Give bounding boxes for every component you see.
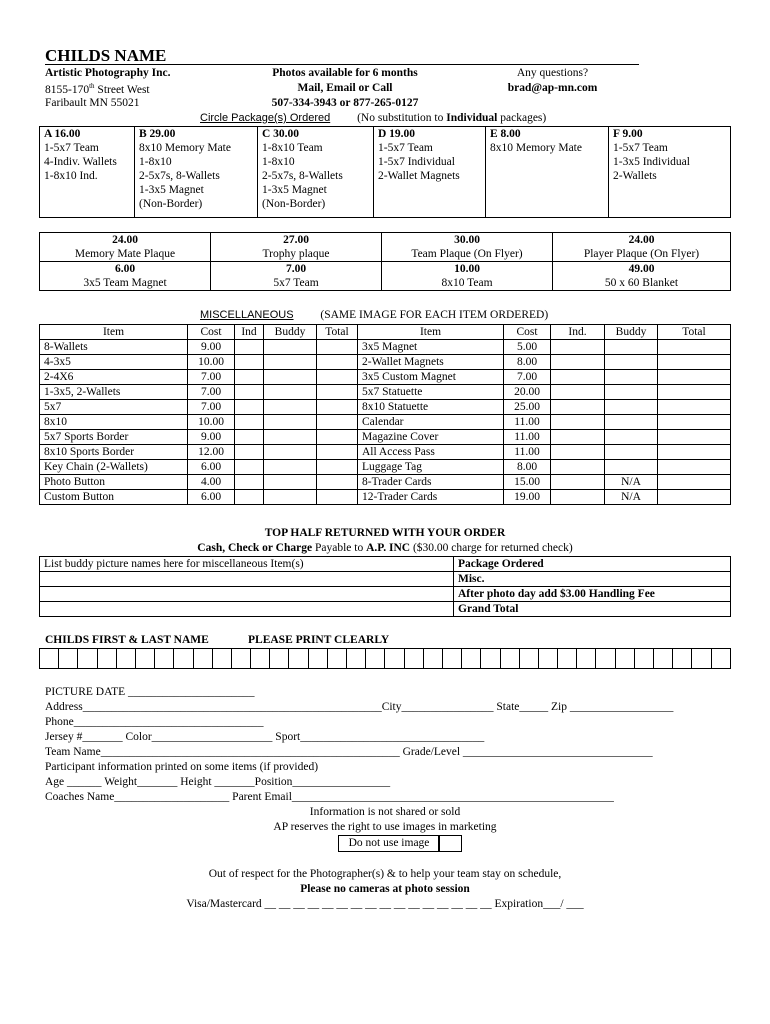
company-address: 8155-170th Street West (45, 82, 150, 96)
package-item: 1-5x7 Team (44, 142, 99, 154)
package-item: 2-5x7s, 8-Wallets (139, 170, 220, 182)
ind-qty-cell[interactable] (551, 475, 605, 490)
buddy-qty-cell[interactable]: N/A (605, 475, 658, 490)
buddy-qty-cell[interactable] (264, 340, 317, 355)
name-letter-box[interactable] (520, 649, 539, 668)
company-name: Artistic Photography Inc. (45, 67, 171, 79)
name-letter-box[interactable] (405, 649, 424, 668)
plaque-name: 8x10 Team (441, 277, 493, 289)
name-letter-box[interactable] (558, 649, 577, 668)
package-item: (Non-Border) (139, 198, 203, 210)
package-item: 8x10 Memory Mate (490, 142, 582, 154)
ind-qty-cell[interactable] (551, 385, 605, 400)
total-cell[interactable] (317, 475, 358, 490)
packages-table (39, 126, 731, 218)
misc-total-cell[interactable] (454, 572, 731, 587)
childs-full-name-label: CHILDS FIRST & LAST NAME (45, 634, 209, 646)
buddy-list-label: List buddy picture names here for miscellaneous Item(s) (44, 558, 304, 570)
name-letter-box[interactable] (155, 649, 174, 668)
name-letter-box[interactable] (78, 649, 97, 668)
total-cell[interactable] (658, 430, 731, 445)
handling-fee-cell[interactable] (454, 587, 731, 602)
name-letter-box[interactable] (539, 649, 558, 668)
contact-method: Mail, Email or Call (297, 82, 393, 94)
misc-cost: 11.00 (504, 415, 551, 430)
name-letter-box[interactable] (462, 649, 481, 668)
misc-cost: 7.00 (188, 400, 235, 415)
childs-name-title: CHILDS NAME (45, 46, 167, 65)
misc-subtitle: (SAME IMAGE FOR EACH ITEM ORDERED) (320, 309, 549, 321)
misc-cost: 8.00 (504, 355, 551, 370)
name-letter-box[interactable] (270, 649, 289, 668)
package-c[interactable] (258, 127, 374, 218)
total-cell[interactable] (317, 370, 358, 385)
misc-cost: 6.00 (188, 460, 235, 475)
total-cell[interactable] (317, 445, 358, 460)
ind-qty-cell[interactable] (551, 460, 605, 475)
picture-date-field[interactable]: PICTURE DATE ______________________ (45, 686, 255, 698)
total-cell[interactable] (317, 400, 358, 415)
circle-package-label: Circle Package(s) Ordered (200, 112, 331, 124)
circle-package-line: Circle Package(s) Ordered (No substitution to Individual packages) (200, 112, 547, 124)
package-f[interactable] (609, 127, 731, 218)
ind-qty-cell[interactable] (551, 490, 605, 505)
phone-numbers: 507-334-3943 or 877-265-0127 (271, 97, 419, 109)
name-letter-box[interactable] (501, 649, 520, 668)
plaque-name: 3x5 Team Magnet (83, 277, 167, 289)
misc-cost: 11.00 (504, 445, 551, 460)
buddy-qty-cell[interactable] (605, 370, 658, 385)
misc-item: Photo Button (40, 475, 188, 490)
package-a[interactable] (40, 127, 135, 218)
photos-available: Photos available for 6 months (272, 67, 418, 79)
ind-qty-cell[interactable] (235, 475, 264, 490)
total-cell[interactable] (658, 355, 731, 370)
misc-row (40, 385, 731, 400)
package-d[interactable] (374, 127, 486, 218)
plaque-price: 10.00 (454, 263, 480, 275)
misc-item: Calendar (358, 415, 504, 430)
misc-item: 5x7 (40, 400, 188, 415)
buddy-qty-cell[interactable] (605, 340, 658, 355)
misc-cost: 9.00 (188, 430, 235, 445)
misc-item: 2-4X6 (40, 370, 188, 385)
package-item: 1-5x7 Team (378, 142, 433, 154)
address-field[interactable]: Address____________________________________________________City________________ State_____ Zip __________________ (45, 701, 674, 713)
age-weight-field[interactable]: Age ______ Weight_______ Height _______Position_________________ (45, 776, 391, 788)
buddy-qty-cell[interactable] (264, 445, 317, 460)
package-name: E 8.00 (490, 128, 521, 140)
misc-cost: 5.00 (504, 340, 551, 355)
plaque-row (40, 233, 731, 262)
order-table (39, 556, 731, 617)
ind-qty-cell[interactable] (551, 370, 605, 385)
misc-cost: 20.00 (504, 385, 551, 400)
col-header: Total (317, 325, 358, 340)
ind-qty-cell[interactable] (235, 400, 264, 415)
buddy-qty-cell[interactable] (605, 385, 658, 400)
name-letter-box[interactable] (213, 649, 232, 668)
plaque-price: 30.00 (454, 234, 480, 246)
misc-item: 8-Wallets (40, 340, 188, 355)
misc-title-line (200, 309, 548, 321)
misc-item: 8x10 Sports Border (40, 445, 188, 460)
misc-title: MISCELLANEOUS (200, 309, 294, 321)
package-ordered-cell[interactable] (454, 557, 731, 572)
buddy-qty-cell[interactable] (264, 415, 317, 430)
total-cell[interactable] (317, 490, 358, 505)
buddy-qty-cell[interactable] (605, 355, 658, 370)
package-item: 8x10 Memory Mate (139, 142, 231, 154)
plaque-price: 24.00 (112, 234, 138, 246)
package-item: 4-Indiv. Wallets (44, 156, 117, 168)
respect-notice: Out of respect for the Photographer(s) & to help your team stay on schedule, (208, 868, 562, 880)
misc-cost: 10.00 (188, 415, 235, 430)
buddy-list-cell[interactable] (40, 602, 454, 617)
phone-field[interactable]: Phone_________________________________ (45, 716, 264, 728)
package-ordered-label: Package Ordered (458, 558, 544, 570)
misc-item: Custom Button (40, 490, 188, 505)
misc-item: 1-3x5, 2-Wallets (40, 385, 188, 400)
misc-cost: 19.00 (504, 490, 551, 505)
package-item: 2-Wallet Magnets (378, 170, 460, 182)
misc-cost: 25.00 (504, 400, 551, 415)
package-name: A 16.00 (44, 128, 81, 140)
col-header: Total (658, 325, 731, 340)
plaque-name: Memory Mate Plaque (74, 248, 176, 260)
misc-cost: 9.00 (188, 340, 235, 355)
misc-cost: 7.00 (188, 370, 235, 385)
do-not-use-image-checkbox[interactable] (438, 835, 462, 852)
buddy-qty-cell[interactable] (264, 370, 317, 385)
misc-cost: 15.00 (504, 475, 551, 490)
misc-cost: 12.00 (188, 445, 235, 460)
name-letter-box[interactable] (289, 649, 308, 668)
ind-qty-cell[interactable] (235, 370, 264, 385)
buddy-qty-cell[interactable] (264, 460, 317, 475)
plaque-price: 6.00 (114, 263, 136, 275)
package-item: 1-3x5 Magnet (139, 184, 204, 196)
package-item: 1-8x10 (262, 156, 295, 168)
package-name: D 19.00 (378, 128, 416, 140)
plaque-name: Team Plaque (On Flyer) (411, 248, 523, 260)
package-item: 1-3x5 Individual (613, 156, 690, 168)
package-item: 1-8x10 Team (262, 142, 323, 154)
name-letter-box[interactable] (232, 649, 251, 668)
name-letter-box[interactable] (366, 649, 385, 668)
package-item: 1-8x10 (139, 156, 172, 168)
col-header: Item (358, 325, 504, 340)
misc-cost: 7.00 (188, 385, 235, 400)
misc-cost: 7.00 (504, 370, 551, 385)
name-letter-box[interactable] (424, 649, 443, 668)
ind-qty-cell[interactable] (235, 445, 264, 460)
total-cell[interactable] (317, 385, 358, 400)
card-field[interactable]: Visa/Mastercard __ __ __ __ __ __ __ __ __ __ __ __ __ __ __ __ Expiration___/ ___ (186, 898, 584, 910)
col-header: Cost (188, 325, 235, 340)
buddy-qty-cell[interactable] (605, 415, 658, 430)
total-cell[interactable] (658, 385, 731, 400)
package-item: 2-Wallets (613, 170, 657, 182)
name-letter-box[interactable] (577, 649, 596, 668)
name-letter-box[interactable] (40, 649, 59, 668)
misc-cost: 11.00 (504, 430, 551, 445)
marketing-rights: AP reserves the right to use images in marketing (273, 821, 497, 833)
name-letter-box[interactable] (481, 649, 500, 668)
name-letter-box[interactable] (385, 649, 404, 668)
payment-line: Cash, Check or Charge Payable to A.P. INC ($30.00 charge for returned check) (197, 542, 573, 554)
package-item: 1-5x7 Individual (378, 156, 455, 168)
name-letter-box[interactable] (596, 649, 615, 668)
misc-cost: 10.00 (188, 355, 235, 370)
name-letter-boxes (39, 648, 731, 669)
name-letter-box[interactable] (443, 649, 462, 668)
misc-cost: 4.00 (188, 475, 235, 490)
buddy-qty-cell[interactable] (264, 475, 317, 490)
total-cell[interactable] (658, 415, 731, 430)
name-letter-box[interactable] (136, 649, 155, 668)
jersey-field[interactable]: Jersey #_______ Color_____________________ Sport________________________________ (45, 731, 485, 743)
name-letter-box[interactable] (654, 649, 673, 668)
ind-qty-cell[interactable] (551, 415, 605, 430)
ind-qty-cell[interactable] (551, 355, 605, 370)
total-cell[interactable] (658, 445, 731, 460)
col-header: Cost (504, 325, 551, 340)
name-letter-box[interactable] (616, 649, 635, 668)
package-item: 1-3x5 Magnet (262, 184, 327, 196)
misc-row (40, 430, 731, 445)
misc-cost: 6.00 (188, 490, 235, 505)
misc-row (40, 445, 731, 460)
questions-label: Any questions? (516, 67, 589, 79)
misc-item: 5x7 Statuette (358, 385, 504, 400)
ind-qty-cell[interactable] (551, 340, 605, 355)
misc-row (40, 370, 731, 385)
ind-qty-cell[interactable] (551, 445, 605, 460)
misc-row (40, 415, 731, 430)
top-half-notice: TOP HALF RETURNED WITH YOUR ORDER (264, 527, 506, 539)
buddy-list-cell[interactable] (40, 557, 454, 572)
total-cell[interactable] (317, 355, 358, 370)
misc-item: Magazine Cover (358, 430, 504, 445)
buddy-qty-cell[interactable] (605, 460, 658, 475)
ind-qty-cell[interactable] (235, 340, 264, 355)
buddy-qty-cell[interactable] (264, 355, 317, 370)
misc-row (40, 340, 731, 355)
total-cell[interactable] (658, 340, 731, 355)
plaque-row (40, 262, 731, 291)
buddy-list-cell[interactable] (40, 572, 454, 587)
total-cell[interactable] (658, 460, 731, 475)
col-header: Ind. (551, 325, 605, 340)
name-letter-box[interactable] (673, 649, 692, 668)
misc-item: All Access Pass (358, 445, 504, 460)
buddy-list-cell[interactable] (40, 587, 454, 602)
ind-qty-cell[interactable] (235, 385, 264, 400)
misc-item: 5x7 Sports Border (40, 430, 188, 445)
ind-qty-cell[interactable] (235, 355, 264, 370)
do-not-use-image-label: Do not use image (338, 835, 440, 852)
name-letter-box[interactable] (174, 649, 193, 668)
participant-info-label: Participant information printed on some items (if provided) (45, 761, 319, 773)
team-name-field[interactable]: Team Name____________________________________________________ Grade/Level _________________________________ (45, 746, 653, 758)
total-cell[interactable] (658, 490, 731, 505)
misc-item: Key Chain (2-Wallets) (40, 460, 188, 475)
misc-cost: 8.00 (504, 460, 551, 475)
name-letter-box[interactable] (117, 649, 136, 668)
total-cell[interactable] (658, 370, 731, 385)
total-cell[interactable] (317, 415, 358, 430)
grand-total-label: Grand Total (458, 603, 519, 615)
buddy-qty-cell[interactable] (605, 445, 658, 460)
misc-item: 8-Trader Cards (358, 475, 504, 490)
plaque-name: Trophy plaque (262, 248, 330, 260)
total-cell[interactable] (317, 430, 358, 445)
name-letter-box[interactable] (347, 649, 366, 668)
misc-header-row (40, 325, 731, 340)
company-city: Faribault MN 55021 (45, 97, 140, 109)
name-letter-box[interactable] (194, 649, 213, 668)
misc-row (40, 460, 731, 475)
handling-fee-label: After photo day add $3.00 Handling Fee (458, 588, 655, 600)
col-header: Buddy (264, 325, 317, 340)
plaque-price: 7.00 (285, 263, 307, 275)
misc-item: 8x10 (40, 415, 188, 430)
package-item: 1-5x7 Team (613, 142, 668, 154)
name-letter-box[interactable] (98, 649, 117, 668)
buddy-qty-cell[interactable] (605, 400, 658, 415)
ind-qty-cell[interactable] (235, 430, 264, 445)
plaque-price: 49.00 (628, 263, 655, 275)
misc-label: Misc. (458, 573, 485, 585)
ind-qty-cell[interactable] (551, 400, 605, 415)
col-header: Buddy (605, 325, 658, 340)
package-b[interactable] (135, 127, 258, 218)
print-clearly-label: PLEASE PRINT CLEARLY (248, 634, 390, 646)
name-letter-box[interactable] (692, 649, 711, 668)
buddy-qty-cell[interactable] (264, 430, 317, 445)
total-cell[interactable] (317, 460, 358, 475)
name-letter-box[interactable] (712, 649, 730, 668)
package-item: 1-8x10 Ind. (44, 170, 98, 182)
name-letter-box[interactable] (251, 649, 270, 668)
ind-qty-cell[interactable] (235, 490, 264, 505)
misc-row (40, 355, 731, 370)
ind-qty-cell[interactable] (551, 430, 605, 445)
package-name: F 9.00 (613, 128, 643, 140)
misc-item: 12-Trader Cards (358, 490, 504, 505)
info-not-shared: Information is not shared or sold (309, 806, 461, 818)
misc-item: 4-3x5 (40, 355, 188, 370)
buddy-qty-cell[interactable]: N/A (605, 490, 658, 505)
misc-row (40, 475, 731, 490)
col-header: Ind (235, 325, 264, 340)
misc-item: 2-Wallet Magnets (358, 355, 504, 370)
misc-row (40, 400, 731, 415)
plaques-table (39, 232, 731, 291)
misc-table (39, 324, 731, 505)
total-cell[interactable] (658, 400, 731, 415)
buddy-qty-cell[interactable] (264, 400, 317, 415)
misc-item: 3x5 Magnet (358, 340, 504, 355)
total-cell[interactable] (317, 340, 358, 355)
name-letter-box[interactable] (59, 649, 78, 668)
misc-item: 8x10 Statuette (358, 400, 504, 415)
misc-row (40, 490, 731, 505)
buddy-qty-cell[interactable] (264, 385, 317, 400)
ind-qty-cell[interactable] (235, 415, 264, 430)
buddy-qty-cell[interactable] (264, 490, 317, 505)
name-letter-box[interactable] (309, 649, 328, 668)
plaque-name: 50 x 60 Blanket (604, 277, 679, 289)
plaque-name: Player Plaque (On Flyer) (583, 248, 700, 260)
misc-item: 3x5 Custom Magnet (358, 370, 504, 385)
grand-total-cell[interactable] (454, 602, 731, 617)
no-cameras-notice: Please no cameras at photo session (300, 883, 470, 895)
package-name: B 29.00 (139, 128, 176, 140)
name-letter-box[interactable] (328, 649, 347, 668)
name-underline (45, 64, 639, 65)
package-item: (Non-Border) (262, 198, 326, 210)
coaches-name-field[interactable]: Coaches Name____________________ Parent Email________________________________________________________ (45, 791, 614, 803)
misc-item: Luggage Tag (358, 460, 504, 475)
plaque-name: 5x7 Team (273, 277, 319, 289)
col-header: Item (40, 325, 188, 340)
contact-email: brad@ap-mn.com (507, 82, 598, 94)
plaque-price: 27.00 (283, 234, 309, 246)
total-cell[interactable] (658, 475, 731, 490)
ind-qty-cell[interactable] (235, 460, 264, 475)
name-letter-box[interactable] (635, 649, 654, 668)
package-name: C 30.00 (262, 128, 300, 140)
plaque-price: 24.00 (628, 234, 655, 246)
package-e[interactable] (486, 127, 609, 218)
package-item: 2-5x7s, 8-Wallets (262, 170, 343, 182)
buddy-qty-cell[interactable] (605, 430, 658, 445)
